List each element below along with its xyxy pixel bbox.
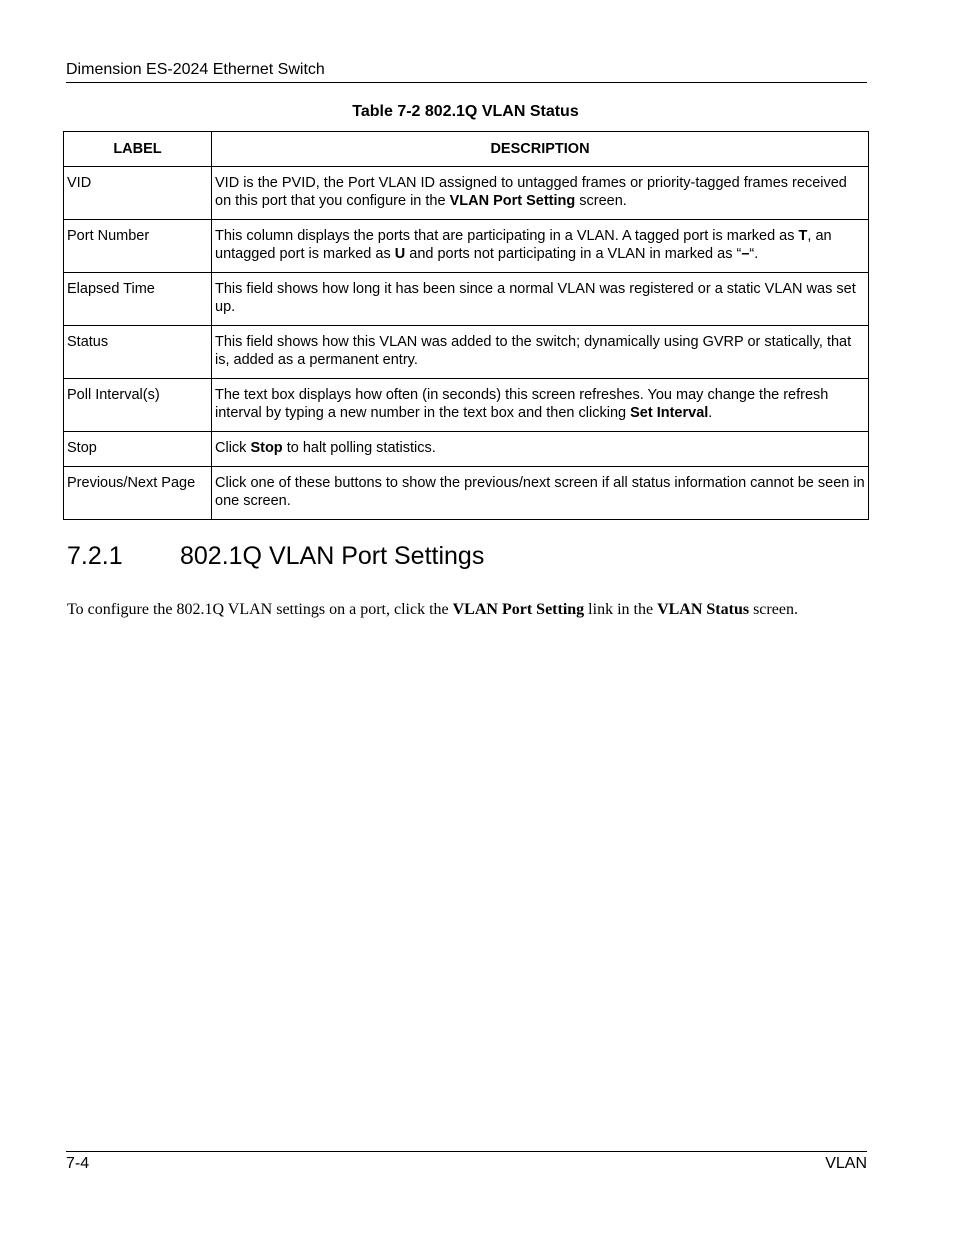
vlan-status-table [63, 131, 869, 520]
table-row [64, 273, 869, 326]
table-row [64, 379, 869, 432]
header-rule [66, 82, 867, 83]
description-run: screen. [575, 193, 627, 209]
row-label: Elapsed Time [64, 273, 212, 326]
row-description [212, 379, 869, 432]
description-run: “. [749, 246, 759, 262]
description-run: and ports not participating in a VLAN in marked as “ [405, 246, 742, 262]
body-run: VLAN Status [657, 601, 750, 618]
description-run: Stop [250, 440, 283, 456]
table-header-row [64, 132, 869, 167]
description-column-header: DESCRIPTION [212, 132, 869, 167]
description-run: This field shows how this VLAN was added to the switch; dynamically using GVRP or statically, that is, added as a permanent entry. [215, 334, 852, 368]
description-run: VLAN Port Setting [449, 193, 576, 209]
running-header: Dimension ES-2024 Ethernet Switch [66, 61, 325, 78]
row-label: Status [64, 326, 212, 379]
body-run: link in the [584, 601, 658, 618]
description-run: Set Interval [630, 405, 709, 421]
row-description [212, 220, 869, 273]
row-label: Port Number [64, 220, 212, 273]
description-run: , an untagged port is marked as [215, 228, 832, 262]
body-run: screen. [749, 601, 798, 618]
description-run: This field shows how long it has been since a normal VLAN was registered or a static VLAN was set up. [215, 281, 856, 315]
row-description [212, 273, 869, 326]
description-run: This column displays the ports that are participating in a VLAN. A tagged port is marked as [215, 228, 799, 244]
table-row [64, 167, 869, 220]
row-description [212, 467, 869, 520]
row-label: Stop [64, 432, 212, 467]
description-run: Click [215, 440, 251, 456]
table-row [64, 467, 869, 520]
chapter-name: VLAN [825, 1155, 867, 1172]
description-run: T [798, 228, 808, 244]
description-run: U [394, 246, 406, 262]
section-number: 7.2.1 [67, 542, 123, 570]
table-row [64, 432, 869, 467]
table-row [64, 220, 869, 273]
row-label: VID [64, 167, 212, 220]
description-run: to halt polling statistics. [282, 440, 436, 456]
row-description [212, 167, 869, 220]
description-run: . [708, 405, 713, 421]
footer-rule [66, 1151, 867, 1152]
row-description [212, 326, 869, 379]
section-body-text [67, 600, 887, 620]
description-run: The text box displays how often (in seconds) this screen refreshes. You may change the refresh interval by typing a new number in the text box and then clicking [215, 387, 829, 421]
row-label: Previous/Next Page [64, 467, 212, 520]
row-label: Poll Interval(s) [64, 379, 212, 432]
description-run: – [741, 246, 750, 262]
body-run: To configure the 802.1Q VLAN settings on a port, click the [67, 601, 453, 618]
row-description [212, 432, 869, 467]
table-row [64, 326, 869, 379]
table-caption: Table 7-2 802.1Q VLAN Status [352, 103, 579, 120]
description-run: Click one of these buttons to show the previous/next screen if all status information cannot be seen in one screen. [215, 475, 865, 509]
description-run: VID is the PVID, the Port VLAN ID assigned to untagged frames or priority-tagged frames received on this port that you configure in the [215, 175, 847, 209]
table-body [64, 167, 869, 520]
label-column-header: LABEL [64, 132, 212, 167]
page-number: 7-4 [66, 1155, 90, 1172]
body-run: VLAN Port Setting [452, 601, 585, 618]
section-title: 802.1Q VLAN Port Settings [180, 542, 485, 570]
